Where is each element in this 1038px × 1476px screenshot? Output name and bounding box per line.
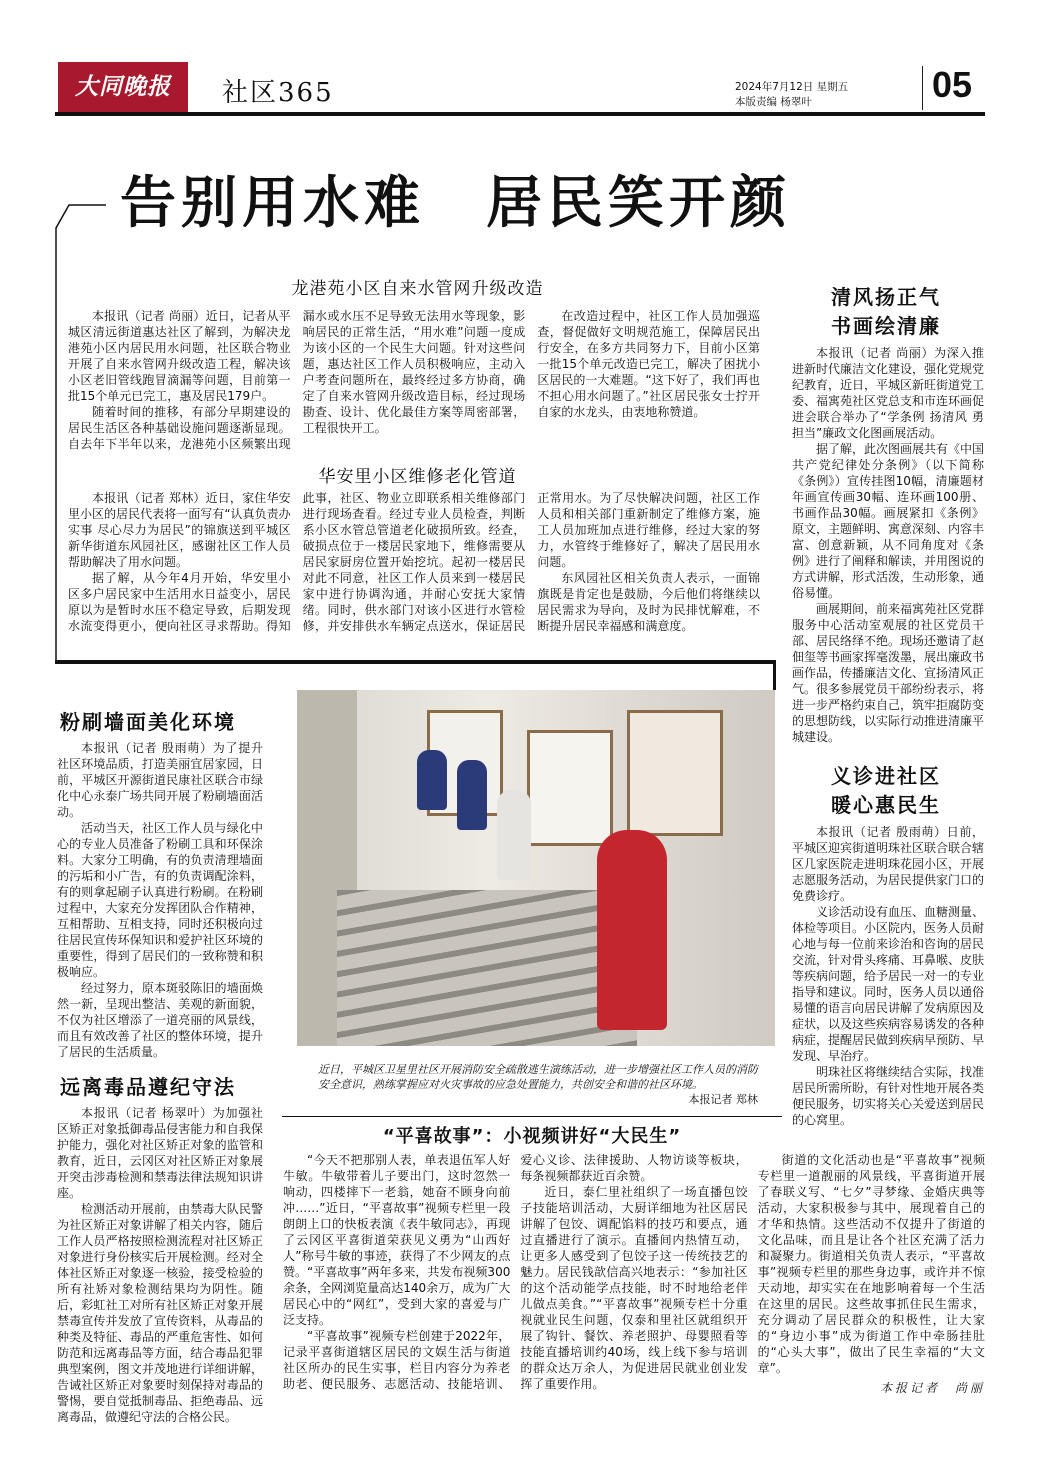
issue-date: 2024年7月12日 星期五 — [735, 81, 849, 93]
paragraph: 随着时间的推移，有部分早期建设的居民生活区各种基础设施问题逐渐显现。自去年下半年以来，龙港苑小区频繁出现漏水或水压不足导致无法用水等现象，影响居民的正常生活，“用水难”问题一度成为该小区的一个民生大问题。针对这些问题，惠达社区工作人员积极响应，主动入户考查问题所在，最终经过多方协商，确定了自来水管网升级改造目标，经过现场勘查、设计、优化最佳方案等周密部署，工程很快开工。 — [68, 309, 526, 451]
paragraph: 本报讯（记者 尚丽）近日，记者从平城区清远街道惠达社区了解到，为解决龙港苑小区内居民用水问题，社区联合物业开展了自来水管网升级改造工程，解决该小区老旧管线跑冒滴漏等问题，目前第一批15个单元已完工，惠及居民179户。 — [68, 309, 291, 403]
photo-stairs — [337, 890, 637, 1046]
caption-text: 近日，平城区卫星里社区开展消防安全疏散逃生演练活动，进一步增强社区工作人员的消防安全意识，熟练掌握应对火灾事故的应急处置能力，共创安全和谐的社区环境。 — [318, 1063, 758, 1091]
article-title-anti-drug: 远离毒品遵纪守法 — [60, 1075, 236, 1099]
section-rule — [55, 660, 775, 664]
article-title-huaanli: 华安里小区维修老化管道 — [318, 467, 517, 487]
page-number: 05 — [932, 64, 973, 105]
photo-wall-frame — [527, 730, 613, 846]
article-body-anti-drug — [57, 1105, 263, 1425]
byline: 本报记者 尚丽 — [879, 1381, 985, 1395]
paragraph: 据了解，从今年4月开始，华安里小区多户居民家中生活用水日益变小，居民原以为是暂时水压不稳定导致，后期发现水流变得更小，便向社区寻求帮助。得知此事，社区、物业立即联系相关维修部门进行现场查看。经过专业人员检查，判断系小区水管总管道老化破损所致。经查，破损点位于一楼居民家地下，维修需要从居民家厨房位置开始挖坑。起初一楼居民对此不同意，社区工作人员来到一楼居民家中进行协调沟通，并耐心安抚大家情绪。同时，供水部门对该小区进行水管检修，并安排供水车辆定点送水，保证居民正常用水。为了尽快解决问题，社区工作人员和相关部门重新制定了维修方案，施工人员加班加点进行维修，经过大家的努力，水管终于维修好了，解决了居民用水问题。 — [68, 491, 760, 633]
paragraph: 在改造过程中，社区工作人员加强巡查，督促做好文明规范施工，保障居民出行安全，在多方共同努力下，目前小区第一批15个单元改造已完工，解决了困扰小区居民的一大难题。“这下好了，我们再也不担心用水问题了。”社区居民张女士拧开自家的水龙头，由衷地称赞道。 — [537, 309, 760, 419]
paragraph: 明珠社区将继续结合实际，找准居民所需所盼，有针对性地开展各类便民服务，切实将关心关爱送到居民的心窝里。 — [792, 1065, 985, 1127]
paragraph: 检测活动开展前，由禁毒大队民警为社区矫正对象讲解了相关内容，随后工作人员严格按照检测流程对社区矫正对象进行身份核实后开展检测。经对全体社区矫正对象逐一核验，接受检验的所有社矫对象检测结果均为阴性。随后，彩虹社工对所有社区矫正对象开展禁毒宣传并发放了宣传资料，从毒品的种类及特征、毒品的严重危害性、如何防范和远离毒品等方面，结合毒品犯罪典型案例，图文并茂地进行详细讲解，告诫社区矫正对象要时刻保持对毒品的警惕，要自觉抵制毒品、拒绝毒品、远离毒品，做遵纪守法的合格公民。 — [57, 1202, 263, 1424]
title-line: 书画绘清廉 — [831, 314, 941, 338]
photo-wall-frame — [627, 710, 723, 836]
article-body-pingxi-stories — [283, 1152, 985, 1396]
photo-person — [417, 750, 447, 810]
sidebar-title-calligraphy — [788, 283, 984, 341]
section-name: 社区365 — [222, 78, 334, 108]
newspaper-logo: 大同晚报 — [58, 62, 188, 112]
photo-person-vest — [597, 830, 667, 1030]
photo-person — [497, 790, 531, 880]
paragraph: 近日，泰仁里社组织了一场直播包饺子技能培训活动，大厨详细地为社区居民讲解了包饺、调配馅料的技巧和要点，通过直播进行了演示。直播间内热情互动，让更多人感受到了包饺子这一传统技艺的魅力。居民钱歆信高兴地表示：“参加社区的这个活动能学点技能，时不时地给老伴儿做点美食。”“平喜故事”视频专栏十分重视就业民生问题，仅泰和里社区就组织开展了钩针、餐饮、养老照护、母婴照看等技能直播培训约40场，线上线下参与培训的群众达万余人，为促进居民就业创业发挥了重要作用。 — [520, 1185, 748, 1391]
paragraph: 据了解，此次图画展共有《中国共产党纪律处分条例》（以下简称《条例》）宣传挂图10幅，清廉题材年画宣传画30幅、连环画100册、书画作品30幅。画展紧扣《条例》原文，主题鲜明、寓意深刻、内容丰富、创意新颖，从不同角度对《条例》进行了阐释和解读，并用图说的方式讲解，形式活泼，生动形象，通俗易懂。 — [792, 442, 985, 600]
paragraph: 街道的文化活动也是“平喜故事”视频专栏里一道靓丽的风景线，平喜街道开展了春联义写、“七夕”寻梦缘、金婚庆典等活动，大家积极参与其中，展现着自己的才华和热情。这些活动不仅提升了街道的文化品味，而且是让各个社区充满了活力和凝聚力。街道相关负责人表示，“平喜故事”视频专栏里的那些身边事，或许并不惊天动地，却实实在在地影响着每一个生活在这里的居民。这些故事抓住民生需求，充分调动了居民群众的积极性，让大家的“身边小事”成为街道工作中牵肠挂肚的“心头大事”，做出了民生幸福的“大文章”。 — [757, 1153, 985, 1375]
title-line: 清风扬正气 — [831, 285, 941, 309]
issue-info — [735, 80, 848, 110]
photo-person — [457, 760, 487, 830]
paragraph: 本报讯（记者 殷雨萌）日前，平城区迎宾街道明珠社区联合联合辖区几家医院走进明珠花园小区，开展志愿服务活动，为居民提供家门口的免费诊疗。 — [792, 825, 985, 903]
news-photo-fire-drill — [297, 690, 775, 1046]
paragraph: 经过努力，原本斑驳陈旧的墙面焕然一新，呈现出整洁、美观的新面貌，不仅为社区增添了一道亮丽的风景线，而且有效改善了社区的整体环境，提升了居民的生活质量。 — [57, 981, 263, 1059]
divider — [282, 1116, 782, 1117]
divider — [922, 66, 923, 110]
article-title-longgangyuan: 龙港苑小区自来水管网升级改造 — [291, 279, 544, 299]
paragraph: “今天不把那别人表，单表退伍军人好牛敏。牛敏带着儿子要出门，这时忽然一响动，四楼摔下一老翁，她奋不顾身向前冲……”近日，“平喜故事”视频专栏里一段朗朗上口的快板表演《表牛敏同志》，再现了云冈区平喜街道荣获见义勇为“山西好人”称号牛敏的事迹，获得了不少网友的点赞。“平喜故事”两年多来，共发布视频300余条，全网浏览量高达140余万，成为广大居民心中的“网红”，受到大家的喜爱与广泛支持。 — [283, 1153, 511, 1327]
paragraph: 本报讯（记者 杨翠叶）为加强社区矫正对象抵御毒品侵害能力和自我保护能力，强化对社区矫正对象的监管和教育，近日，云冈区对社区矫正对象展开突击涉毒检测和禁毒法律法规知识讲座。 — [57, 1106, 263, 1200]
paragraph: “平喜故事”视频专栏创建于2022年，记录平喜街道辖区居民的文娱生活与街道社区所办的民生实事，栏目内容分为养老助老、便民服务、志愿活动、技能培训、爱心义诊、法律援助、人物访谈等板块，每条视频都获近百余赞。 — [283, 1153, 748, 1391]
article-body-huaanli — [68, 490, 760, 634]
page-headline: 告别用水难 居民笑开颜 — [120, 171, 791, 236]
sidebar-body-clinic — [792, 824, 984, 1128]
paragraph: 本报讯（记者 尚丽）为深入推进新时代廉洁文化建设，强化党规党纪教育，近日，平城区新旺街道党工委、福寓苑社区党总支和市连环画促进会联合举办了“学条例 扬清风 勇担当”廉政文化图画展活动。 — [792, 346, 985, 440]
article-title-pingxi-stories: “平喜故事”：小视频讲好“大民生” — [382, 1126, 682, 1147]
photo-caption — [318, 1062, 758, 1107]
article-body-wall-painting — [57, 740, 263, 1060]
title-line: 义诊进社区 — [831, 764, 941, 788]
paragraph: 义诊活动设有血压、血糖测量、体检等项目。小区院内，医务人员耐心地与每一位前来诊治和咨询的居民交流，针对骨头疼痛、耳鼻喉、皮肤等疾病问题，给予居民一对一的专业指导和建议。同时，医务人员以通俗易懂的语言向居民讲解了发病原因及症状，以及这些疾病容易诱发的各种病症，提醒居民做到疾病早预防、早发现、早治疗。 — [792, 905, 985, 1063]
section-rule-corner — [773, 660, 776, 690]
article-body-longgangyuan — [68, 308, 760, 452]
paragraph: 活动当天，社区工作人员与绿化中心的专业人员准备了粉刷工具和环保涂料。大家分工明确，有的负责清理墙面的污垢和小广告，有的负责调配涂料，有的则拿起刷子认真进行粉刷。在粉刷过程中，大家充分发挥团队合作精神，互相帮助、互相支持，同时还积极向过往居民宣传环保知识和爱护社区环境的重要性，得到了居民们的一致称赞和积极响应。 — [57, 821, 263, 979]
paragraph: 本报讯（记者 郑林）近日，家住华安里小区的居民代表将一面写有“认真负责办实事 尽心尽力为居民”的锦旗送到平城区新华街道东风园社区，感谢社区工作人员帮助解决了用水问题。 — [68, 491, 291, 569]
paragraph: 本报讯（记者 殷雨萌）为了提升社区环境品质，打造美丽宜居家园，日前，平城区开源街道民康社区联合市绿化中心永泰广场共同开展了粉刷墙面活动。 — [57, 741, 263, 819]
article-title-wall-painting: 粉刷墙面美化环境 — [60, 710, 236, 734]
paragraph: 东风园社区相关负责人表示，一面锦旗既是肯定也是鼓励，今后他们将继续以居民需求为导向，及时为民排忧解难，不断提升居民幸福感和满意度。 — [537, 571, 760, 633]
page-editor: 本版责编 杨翠叶 — [735, 96, 812, 108]
paragraph: 画展期间，前来福寓苑社区党群服务中心活动室观展的社区党员干部、居民络绎不绝。现场还邀请了赵佃玺等书画家挥毫泼墨，展出廉政书画作品，传播廉洁文化、宣扬清风正气。很多参展党员干部纷纷表示，将进一步严格约束自己，筑牢拒腐防变的思想防线，以实际行动推进清廉平城建设。 — [792, 602, 985, 744]
photo-credit: 本报记者 郑林 — [688, 1093, 758, 1106]
title-line: 暖心惠民生 — [831, 793, 941, 817]
sidebar-title-clinic — [788, 762, 984, 820]
sidebar-body-calligraphy — [792, 345, 984, 745]
